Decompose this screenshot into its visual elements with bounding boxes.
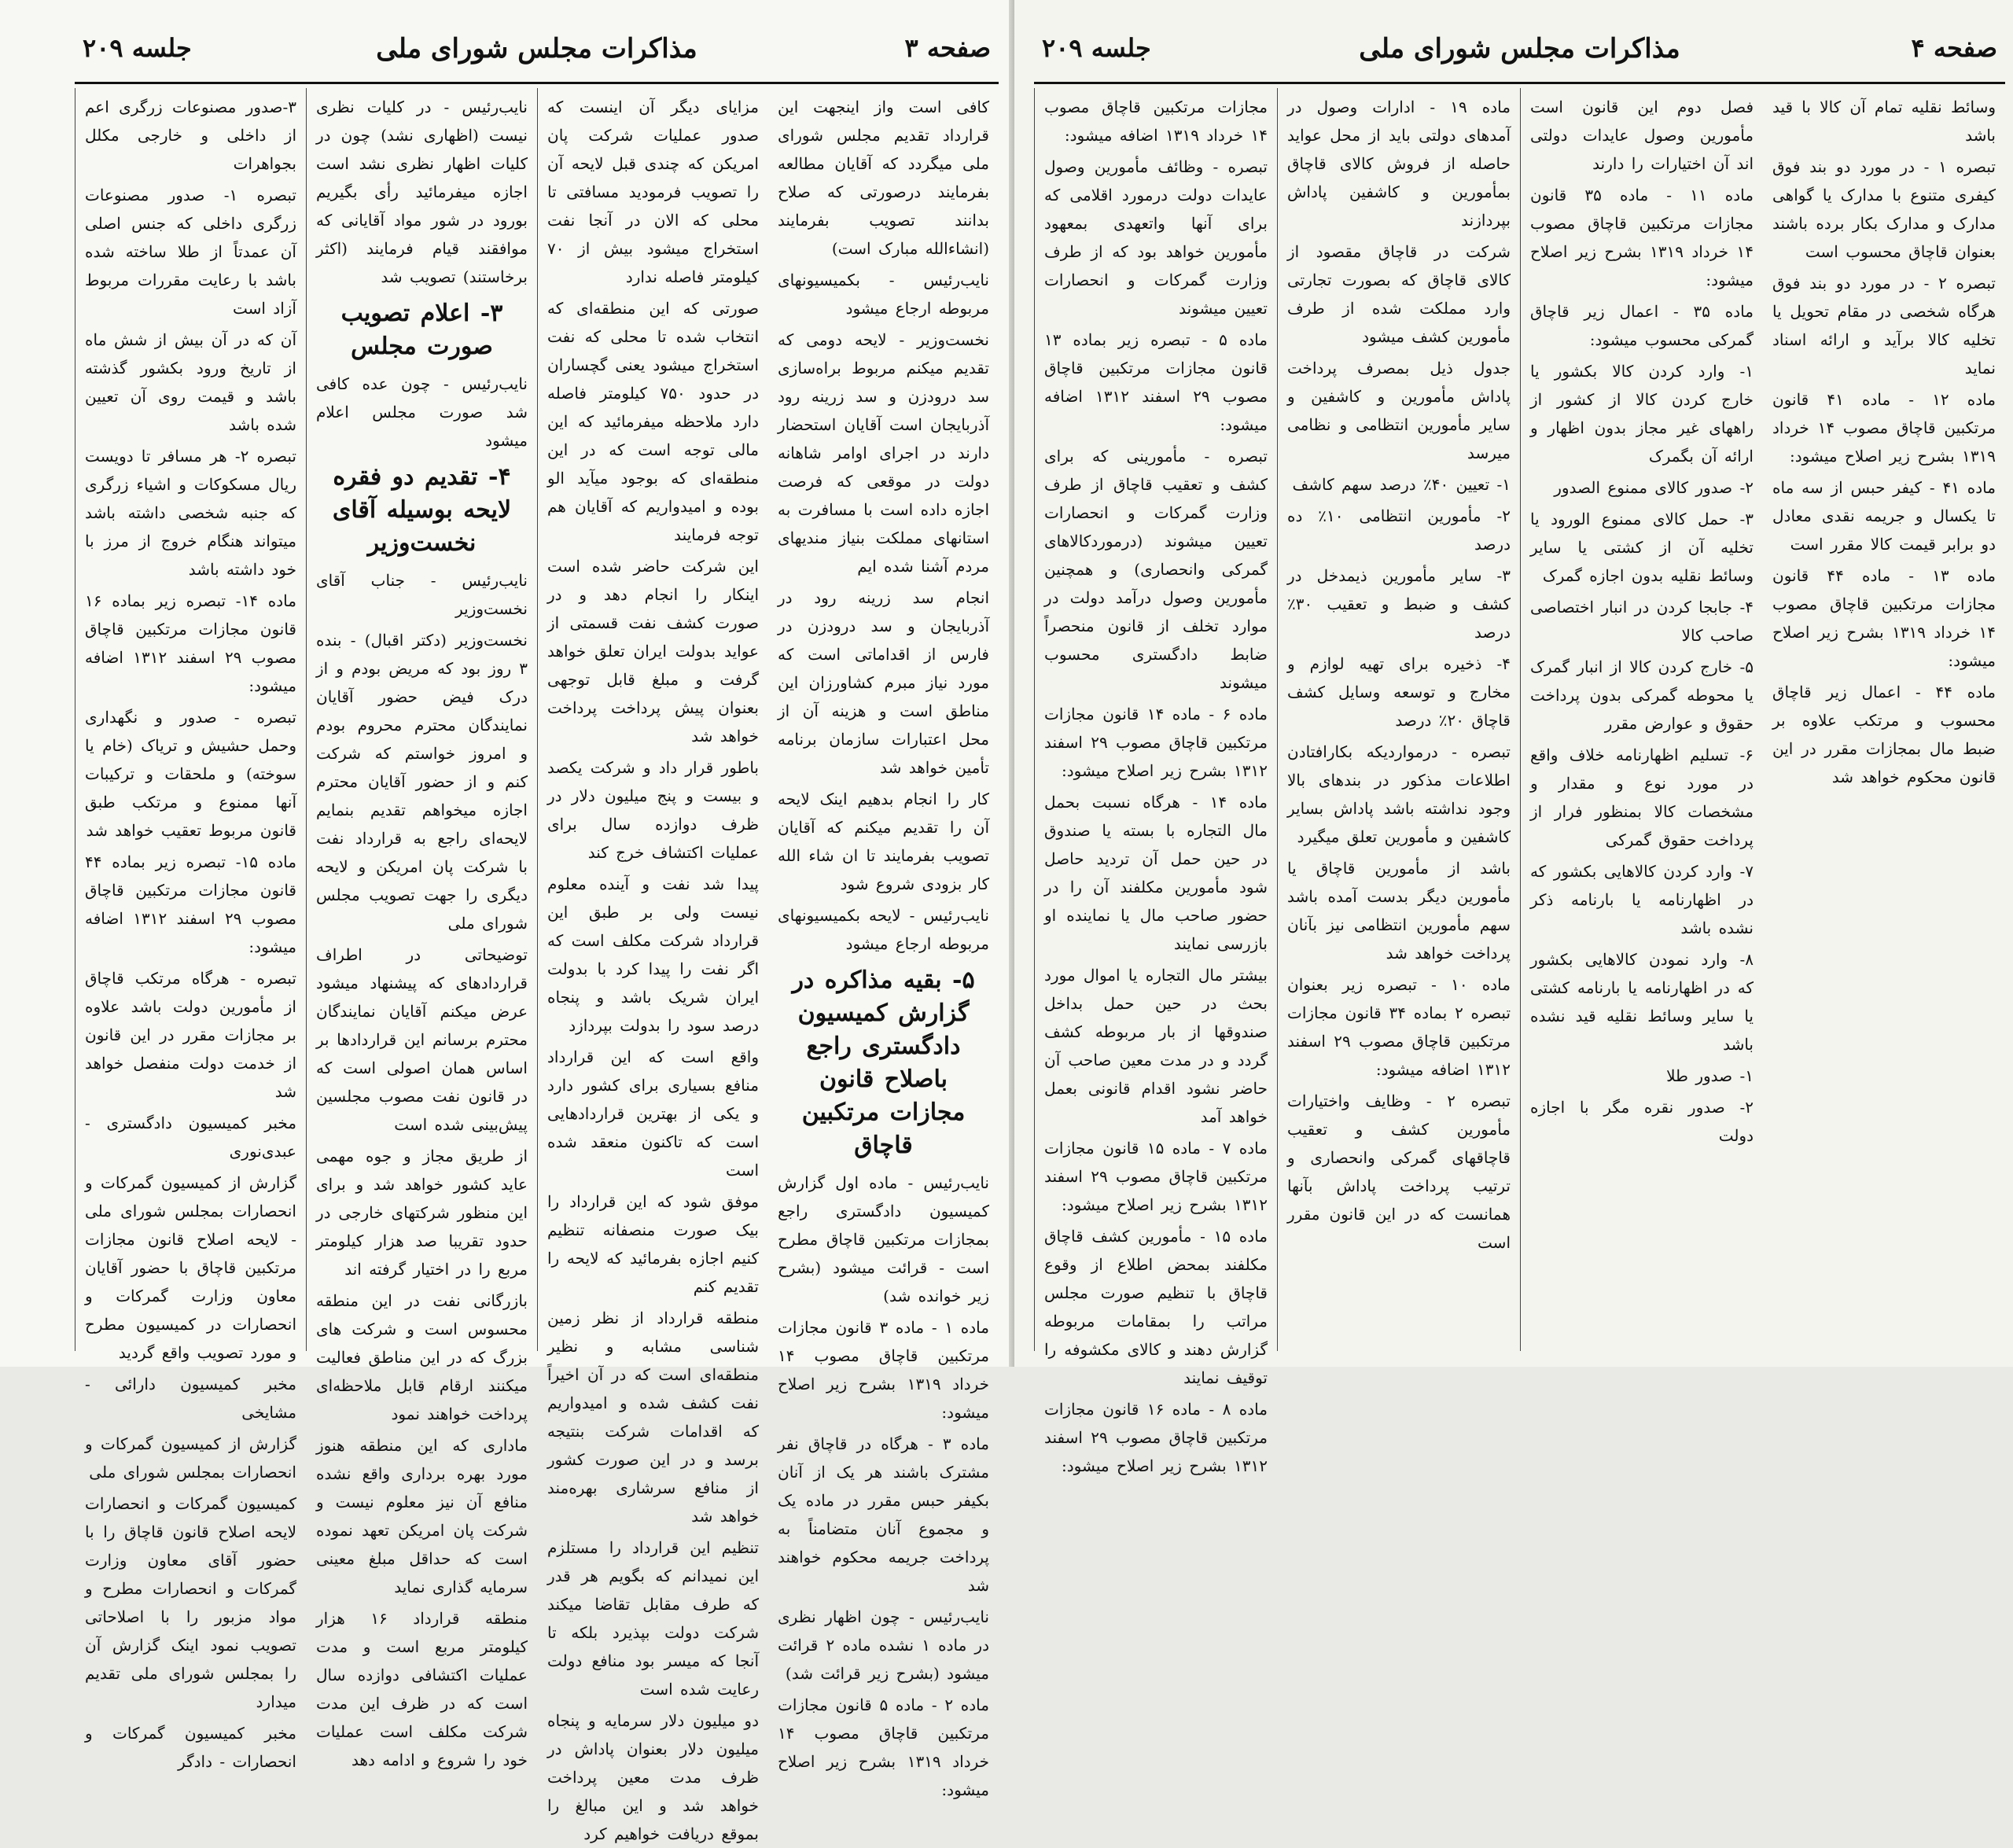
paragraph: ماده ۸ - ماده ۱۶ قانون مجازات مرتکبین قاچاق مصوب ۲۹ اسفند ۱۳۱۲ بشرح زیر اصلاح میشود: [1044, 1400, 1268, 1475]
paragraph: جدول ذیل بمصرف پرداخت پاداش مأمورین و کاشفین و سایر مأمورین انتظامی و نظامی میرسد [1287, 359, 1511, 462]
right-page [1014, 0, 2013, 1475]
paragraph: تبصره - صدور و نگهداری وحمل حشیش و تریاک (خام یا سوخته) و ملحقات و ترکیبات آنها ممنوع و مرتکب طبق قانون مربوط تعقیب خواهد شد [85, 708, 296, 840]
paragraph: پیدا شد نفت و آینده معلوم نیست ولی بر طبق این قرارداد شرکت مکلف است که اگر نفت را پیدا کرد با بدولت ایران شریک باشد و پنجاه درصد سود را بدولت بپردازد [547, 874, 759, 1035]
paragraph: نخست‌وزیر (دکتر اقبال) - بنده ۳ روز بود که مریض بودم و از درک فیض حضور آقایان نمایندگان محترم محروم بودم و امروز خواستم که شرکت کنم و از حضور آقایان محترم اجازه میخواهم تقدیم بنمایم لایحه‌ای راجع به قرارداد نفت با شرکت پان امریکن و لایحه دیگری را جهت تصویب مجلس شورای ملی [316, 631, 528, 933]
right-page-header [1034, 17, 2005, 84]
paragraph: صورتی که این منطقه‌ای که انتخاب شده تا محلی که نفت استخراج میشود یعنی گچساران در حدود ۷۵۰ کیلومتر فاصله دارد ملاحظه میفرمائید که این مالی توجه است که در این منطقه‌ای که بوجود میآید الو بوده و امیدواریم که آقایان هم توجه فرمایند [547, 299, 759, 544]
paragraph: نایب‌رئیس - لایحه بکمیسیونهای مربوطه ارجاع میشود [778, 906, 989, 953]
right-column-1 [1034, 88, 1277, 1475]
paragraph: توضیحاتی در اطراف قراردادهای که پیشنهاد میشود عرض میکنم آقایان نمایندگان محترم برسانم این قراردادها بر اساس همان اصولی است که در قانون نفت مصوب مجلسین پیش‌بینی شده است [316, 945, 528, 1134]
paragraph: ماده ۱۴- تبصره زیر بماده ۱۶ قانون مجازات مرتکبین قاچاق مصوب ۲۹ اسفند ۱۳۱۲ اضافه میشود: [85, 591, 296, 695]
paragraph: ماده ۶ - ماده ۱۴ قانون مجازات مرتکبین قاچاق مصوب ۲۹ اسفند ۱۳۱۲ بشرح زیر اصلاح میشود: [1044, 705, 1268, 780]
paragraph: ماده ۱ - ماده ۳ قانون مجازات مرتکبین قاچاق مصوب ۱۴ خرداد ۱۳۱۹ بشرح زیر اصلاح میشود: [778, 1318, 990, 1422]
paragraph: منطقه قرارداد ۱۶ هزار کیلومتر مربع است و مدت عملیات اکتشافی دوازده سال است که در ظرف این مدت شرکت مکلف است عملیات خود را شروع و ادامه دهد [316, 1609, 528, 1769]
paragraph: ۲- صدور نقره مگر با اجازه دولت [1530, 1098, 1754, 1145]
paragraph: ۴- جابجا کردن در انبار اختصاصی صاحب کالا [1530, 598, 1754, 645]
paragraph: نایب‌رئیس - در کلیات نظری نیست (اظهاری نشد) چون در کلیات اظهار نظری نشد است اجازه میفرمائید رأی بگیریم بورود در شور مواد آقایانی که موافقند قیام فرمایند (اکثر برخاستند) تصویب شد [316, 98, 528, 286]
right-session-number: جلسه ۲۰۹ [1042, 33, 1151, 63]
left-column-4 [768, 88, 999, 1799]
paragraph: ۶- تسلیم اظهارنامه خلاف واقع در مورد نوع و مقدار و مشخصات کالا بمنظور فرار از پرداخت حقوق گمرکی [1530, 745, 1754, 849]
paragraph: تبصره ۲ - در مورد دو بند فوق هرگاه شخصی در مقام تحویل یا تخلیه کالا برآید و ارائه اسناد نماید [1772, 274, 1996, 377]
right-column-2 [1277, 88, 1520, 1351]
paragraph: منطقه قرارداد از نظر زمین شناسی مشابه و نظیر منطقه‌ای است که در آن اخیراً نفت کشف شده و امیدواریم که اقدامات شرکت بنتیجه برسد و در این صورت کشور از منافع سرشاری بهره‌مند خواهد شد [547, 1309, 759, 1526]
paragraph: مجازات مرتکبین قاچاق مصوب ۱۴ خرداد ۱۳۱۹ اضافه میشود: [1044, 98, 1268, 145]
paragraph: ماده ۱۵ - مأمورین کشف قاچاق مکلفند بمحض اطلاع از وقوع قاچاق با تنظیم صورت مجلس مراتب را بمقامات مربوطه گزارش دهند و کالای مکشوفه را توقیف نمایند [1044, 1227, 1268, 1387]
section-heading: ۳- اعلام تصویب صورت مجلس [340, 300, 503, 360]
paragraph: نایب‌رئیس - چون عده کافی شد صورت مجلس اعلام میشود [316, 374, 528, 450]
paragraph: از طریق مجاز و جوه مهمی عاید کشور خواهد شد و برای این منظور شرکتهای خارجی در حدود تقریبا صد هزار کیلومتر مربع را در اختیار گرفته اند [316, 1147, 528, 1279]
paragraph: تنظیم این قرارداد را مستلزم این نمیدانم که بگویم هر قدر که طرف مقابل تقاضا میکند شرکت دولت بپذیرد بلکه تا آنجا که میسر بود منافع دولت رعایت شده است [547, 1538, 759, 1699]
paragraph: باطور قرار داد و شرکت یکصد و بیست و پنج میلیون دلار در ظرف دوازده سال برای عملیات اکتشاف خرج کند [547, 758, 759, 862]
paragraph: ۳-صدور مصنوعات زرگری اعم از داخلی و خارجی مکلل بجواهرات [85, 98, 296, 173]
paragraph: ۳- حمل کالای ممنوع الورود یا تخلیه آن از کشتی یا سایر وسائط نقلیه بدون اجازه گمرک [1530, 510, 1754, 585]
right-page-number: صفحه ۴ [1911, 33, 1997, 63]
paragraph: ماده ۳۵ - اعمال زیر قاچاق گمرکی محسوب میشود: [1530, 302, 1754, 349]
paragraph: نایب‌رئیس - بکمیسیونهای مربوطه ارجاع میشود [778, 271, 989, 318]
paragraph: ۱- تعیین ۴۰٪ درصد سهم کاشف [1292, 475, 1511, 494]
paragraph: ماده ۵ - تبصره زیر بماده ۱۳ قانون مجازات مرتکبین قاچاق مصوب ۲۹ اسفند ۱۳۱۲ اضافه میشود: [1044, 330, 1268, 434]
paragraph: تبصره - مأمورینی که برای کشف و تعقیب قاچاق از طرف وزارت گمرکات و انحصارات تعیین میشوند (درموردکالاهای گمرکی وانحصاری) و همچنین مأمورین وصول درآمد دولت در موارد تخلف از قانون منحصراً ضابط دادگستری محسوب میشوند [1044, 447, 1268, 692]
paragraph: آن که در آن بیش از شش ماه از تاریخ ورود بکشور گذشته باشد و قیمت روی آن تعیین شده باشد [85, 330, 296, 434]
paragraph: تبصره ۲ - وظایف واختیارات مأمورین کشف و تعقیب قاچاقهای گمرکی وانحصاری و ترتیب پرداخت پاداش بآنها همانست که در این قانون مقرر است [1287, 1091, 1511, 1252]
paragraph: وسائط نقلیه تمام آن کالا با قید باشد [1772, 98, 1996, 145]
paragraph: ماداری که این منطقه هنوز مورد بهره برداری واقع نشده منافع آن نیز معلوم نیست و شرکت پان امریکن تعهد نموده است که حداقل مبلغ معینی سرمایه گذاری نماید [316, 1436, 528, 1596]
paragraph: بازرگانی نفت در این منطقه محسوس است و شرکت های بزرگ که در این مناطق فعالیت میکنند ارقام قابل ملاحظه‌ای پرداخت خواهند نمود [316, 1291, 528, 1423]
paragraph: ماده ۱۱ - ماده ۳۵ قانون مجازات مرتکبین قاچاق مصوب ۱۴ خرداد ۱۳۱۹ بشرح زیر اصلاح میشود: [1530, 186, 1754, 289]
right-page-title: مذاکرات مجلس شورای ملی [1359, 33, 1680, 64]
left-page-title: مذاکرات مجلس شورای ملی [376, 33, 697, 64]
section-heading: ۵- بقیه مذاکره در گزارش کمیسیون دادگستری راجع باصلاح قانون مجازات مرتکبین قاچاق [792, 966, 975, 1159]
paragraph: مخبر کمیسیون دارائی - مشایخی [85, 1375, 296, 1422]
paragraph: ۲- صدور کالای ممنوع الصدور [1554, 478, 1754, 497]
left-column-1 [75, 88, 306, 1771]
left-page-number: صفحه ۳ [904, 33, 991, 63]
left-page-columns [75, 88, 999, 1843]
paragraph: موفق شود که این قرارداد را بیک صورت منصفانه تنظیم کنیم اجازه بفرمائید که لایحه را تقدیم کنم [547, 1192, 759, 1296]
left-column-3 [537, 88, 768, 1843]
section-heading: ۴- تقدیم دو فقره لایحه بوسیله آقای نخست‌وزیر [332, 463, 512, 557]
paragraph: فصل دوم این قانون است مأمورین وصول عایدات دولتی اند آن اختیارات را دارند [1530, 98, 1754, 173]
paragraph: تبصره - درمواردیکه بکارافتادن اطلاعات مذکور در بندهای بالا وجود نداشته باشد پاداش بسایر کاشفین و مأمورین تعلق میگیرد [1287, 742, 1511, 846]
paragraph: تبصره - هرگاه مرتکب قاچاق از مأمورین دولت باشد علاوه بر مجازات مقرر در این قانون از خدمت دولت منفصل خواهد شد [85, 969, 296, 1101]
paragraph: ماده ۲ - ماده ۵ قانون مجازات مرتکبین قاچاق مصوب ۱۴ خرداد ۱۳۱۹ بشرح زیر اصلاح میشود: [778, 1695, 990, 1799]
paragraph: ۲- مأمورین انتظامی ۱۰٪ ده درصد [1287, 506, 1511, 554]
right-column-4 [1763, 88, 2005, 1351]
right-column-3 [1520, 88, 1763, 1351]
paragraph: مزایای دیگر آن اینست که صدور عملیات شرکت پان امریکن که چندی قبل لایحه آن را تصویب فرمودید مسافتی تا محلی که الان در آنجا نفت استخراج میشود بیش از ۷۰ کیلومتر فاصله ندارد [547, 98, 759, 286]
paragraph: تبصره ۱- صدور مصنوعات زرگری داخلی که جنس اصلی آن عمدتاً از طلا ساخته شده باشد با رعایت مقررات مربوط آزاد است [85, 186, 296, 318]
paragraph: تبصره ۲- هر مسافر تا دویست ریال مسکوکات و اشیاء زرگری که جنبه شخصی داشته باشد میتواند هنگام خروج از مرز با خود داشته باشد [85, 447, 296, 579]
paragraph: گزارش از کمیسیون گمرکات و انحصارات بمجلس شورای ملی [85, 1434, 296, 1482]
paragraph: این شرکت حاضر شده است اینکار را انجام دهد و در صورت کشف نفت قسمتی از عواید بدولت ایران تعلق خواهد گرفت و مبلغ قابل توجهی بعنوان پیش پرداخت پرداخت خواهد شد [547, 557, 759, 745]
paragraph: مخبر کمیسیون دادگستری - عبدی‌نوری [85, 1114, 296, 1161]
paragraph: ۱- صدور طلا [1666, 1066, 1754, 1085]
paragraph: کمیسیون گمرکات و انحصارات لایحه اصلاح قانون قاچاق را با حضور آقای معاون وزارت گمرکات و انحصارات مطرح و مواد مزبور را با اصلاحاتی تصویب نمود اینک گزارش آن را بمجلس شورای ملی تقدیم میدارد [85, 1494, 296, 1711]
paragraph: واقع است که این قرارداد منافع بسیاری برای کشور دارد و یکی از بهترین قراردادهایی است که تاکنون منعقد شده است [547, 1047, 759, 1180]
paragraph: کار را انجام بدهیم اینک لایحه آن را تقدیم میکنم که آقایان تصویب بفرمایند تا ان شاء الله کار بزودی شروع شود [778, 790, 989, 893]
paragraph: ماده ۱۴ - هرگاه نسبت بحمل مال التجاره با بسته یا صندوق در حین حمل آن تردید حاصل شود مأمورین مکلفند آن را در حضور صاحب مال یا نماینده او بازرسی نمایند [1044, 793, 1268, 953]
paragraph: گزارش از کمیسیون گمرکات و انحصارات بمجلس شورای ملی - لایحه اصلاح قانون مجازات مرتکبین قاچاق با حضور آقایان معاون وزارت گمرکات و انحصارات در کمیسیون مطرح و مورد تصویب واقع گردید [85, 1173, 296, 1362]
paragraph: مخبر کمیسیون گمرکات و انحصارات - دادگر [85, 1724, 296, 1771]
paragraph: نایب‌رئیس - جناب آقای نخست‌وزیر [316, 571, 528, 618]
paragraph: بیشتر مال التجاره یا اموال مورد بحث در حین حمل بداخل صندوقها از بار مربوطه کشف گردد و در مدت معین صاحب آن حاضر نشود اقدام قانونی بعمل خواهد آمد [1044, 966, 1268, 1126]
paragraph: تبصره - وظائف مأمورین وصول عایدات دولت درمورد اقلامی که برای آنها واتعهدی بمعهود مأمورین خواهد بود که از طرف وزارت گمرکات و انحصارات تعیین میشوند [1044, 157, 1268, 318]
paragraph: دو میلیون دلار سرمایه و پنجاه میلیون دلار بعنوان پاداش در ظرف مدت معین پرداخت خواهد شد و این مبالغ را بموقع دریافت خواهیم کرد [547, 1711, 759, 1843]
paragraph: ماده ۱۰ - تبصره زیر بعنوان تبصره ۲ بماده ۳۴ قانون مجازات مرتکبین قاچاق مصوب ۲۹ اسفند ۱۳۱۲ اضافه میشود: [1287, 975, 1511, 1079]
paragraph: نایب‌رئیس - چون اظهار نظری در ماده ۱ نشده ماده ۲ قرائت میشود (بشرح زیر قرائت شد) [778, 1607, 989, 1683]
left-column-2 [306, 88, 537, 1769]
paragraph: ماده ۱۹ - ادارات وصول در آمدهای دولتی باید از محل عواید حاصله از فروش کالای قاچاق بمأمورین و کاشفین پاداش بپردازند [1287, 98, 1511, 230]
paragraph: شرکت در قاچاق مقصود از کالای قاچاق که بصورت تجارتی وارد مملکت شده از طرف مأمورین کشف میشود [1287, 242, 1511, 346]
paragraph: ۷- وارد کردن کالاهایی بکشور که در اظهارنامه یا بارنامه ذکر نشده باشد [1530, 862, 1754, 937]
paragraph: ماده ۴۱ - کیفر حبس از سه ماه تا یکسال و جریمه نقدی معادل دو برابر قیمت کالا مقرر است [1772, 478, 1996, 554]
paragraph: ۵- خارج کردن کالا از انبار گمرک یا محوطه گمرکی بدون پرداخت حقوق و عوارض مقرر [1530, 657, 1754, 733]
paragraph: ۳- سایر مأمورین ذیمدخل در کشف و ضبط و تعقیب ۳۰٪ درصد [1287, 566, 1511, 642]
left-session-number: جلسه ۲۰۹ [83, 33, 192, 63]
paragraph: ماده ۴۴ - اعمال زیر قاچاق محسوب و مرتکب علاوه بر ضبط مال بمجازات مقرر در این قانون محکوم خواهد شد [1772, 683, 1996, 786]
paragraph: ماده ۳ - هرگاه در قاچاق نفر مشترک باشند هر یک از آنان بکیفر حبس مقرر در ماده یک و مجموع آنان متضامناً به پرداخت جریمه محکوم خواهند شد [778, 1434, 989, 1595]
paragraph: تبصره ۱ - در مورد دو بند فوق کیفری متنوع با مدارک یا گواهی مدارک و مدارک بکار برده باشند بعنوان قاچاق محسوب است [1772, 157, 1996, 261]
paragraph: کافی است واز اینجهت این قرارداد تقدیم مجلس شورای ملی میگردد که آقایان مطالعه بفرمایند درصورتی که صلاح بدانند تصویب بفرمایند (انشاءالله مبارک است) [778, 98, 989, 258]
paragraph: نخست‌وزیر - لایحه دومی که تقدیم میکنم مربوط براه‌سازی سد درودزن و سد زرینه رود آذربایجان است آقایان استحضار دارند در اجرای اوامر شاهانه دولت در موقعی که فرصت اجازه داده است با مسافرت به استانهای مملکت بنیاز مندیهای مردم آشنا شده ایم [778, 330, 989, 576]
paragraph: ماده ۷ - ماده ۱۵ قانون مجازات مرتکبین قاچاق مصوب ۲۹ اسفند ۱۳۱۲ بشرح زیر اصلاح میشود: [1044, 1139, 1268, 1214]
paragraph: ماده ۱۵- تبصره زیر بماده ۴۴ قانون مجازات مرتکبین قاچاق مصوب ۲۹ اسفند ۱۳۱۲ اضافه میشود: [85, 852, 296, 956]
paragraph: نایب‌رئیس - ماده اول گزارش کمیسیون دادگستری راجع بمجازات مرتکبین قاچاق مطرح است - قرائت میشود (بشرح زیر خوانده شد) [778, 1173, 989, 1305]
right-page-columns [1034, 88, 2005, 1475]
paragraph: ماده ۱۳ - ماده ۴۴ قانون مجازات مرتکبین قاچاق مصوب ۱۴ خرداد ۱۳۱۹ بشرح زیر اصلاح میشود: [1772, 566, 1996, 670]
paragraph: ۸- وارد نمودن کالاهایی بکشور که در اظهارنامه یا بارنامه کشتی یا سایر وسائط نقلیه قید نشده باشد [1530, 950, 1754, 1054]
paragraph: انجام سد زرینه رود در آذربایجان و سد درودزن در فارس از اقداماتی است که مورد نیاز مبرم کشاورزان این مناطق است و هزینه آن از محل اعتبارات سازمان برنامه تأمین خواهد شد [778, 588, 989, 777]
paragraph: ۱- وارد کردن کالا بکشور یا خارج کردن کالا از کشور از راههای غیر مجاز بدون اظهار و ارائه آن بگمرک [1530, 362, 1754, 466]
paragraph: ۴- ذخیره برای تهیه لوازم و مخارج و توسعه وسایل کشف قاچاق ۲۰٪ درصد [1287, 654, 1511, 730]
left-page-header [75, 17, 999, 84]
paragraph: ماده ۱۲ - ماده ۴۱ قانون مرتکبین قاچاق مصوب ۱۴ خرداد ۱۳۱۹ بشرح زیر اصلاح میشود: [1772, 390, 1996, 466]
paragraph: باشد از مأمورین قاچاق یا مأمورین دیگر بدست آمده باشد سهم مأمورین انتظامی نیز بآنان پرداخت خواهد شد [1287, 859, 1511, 963]
